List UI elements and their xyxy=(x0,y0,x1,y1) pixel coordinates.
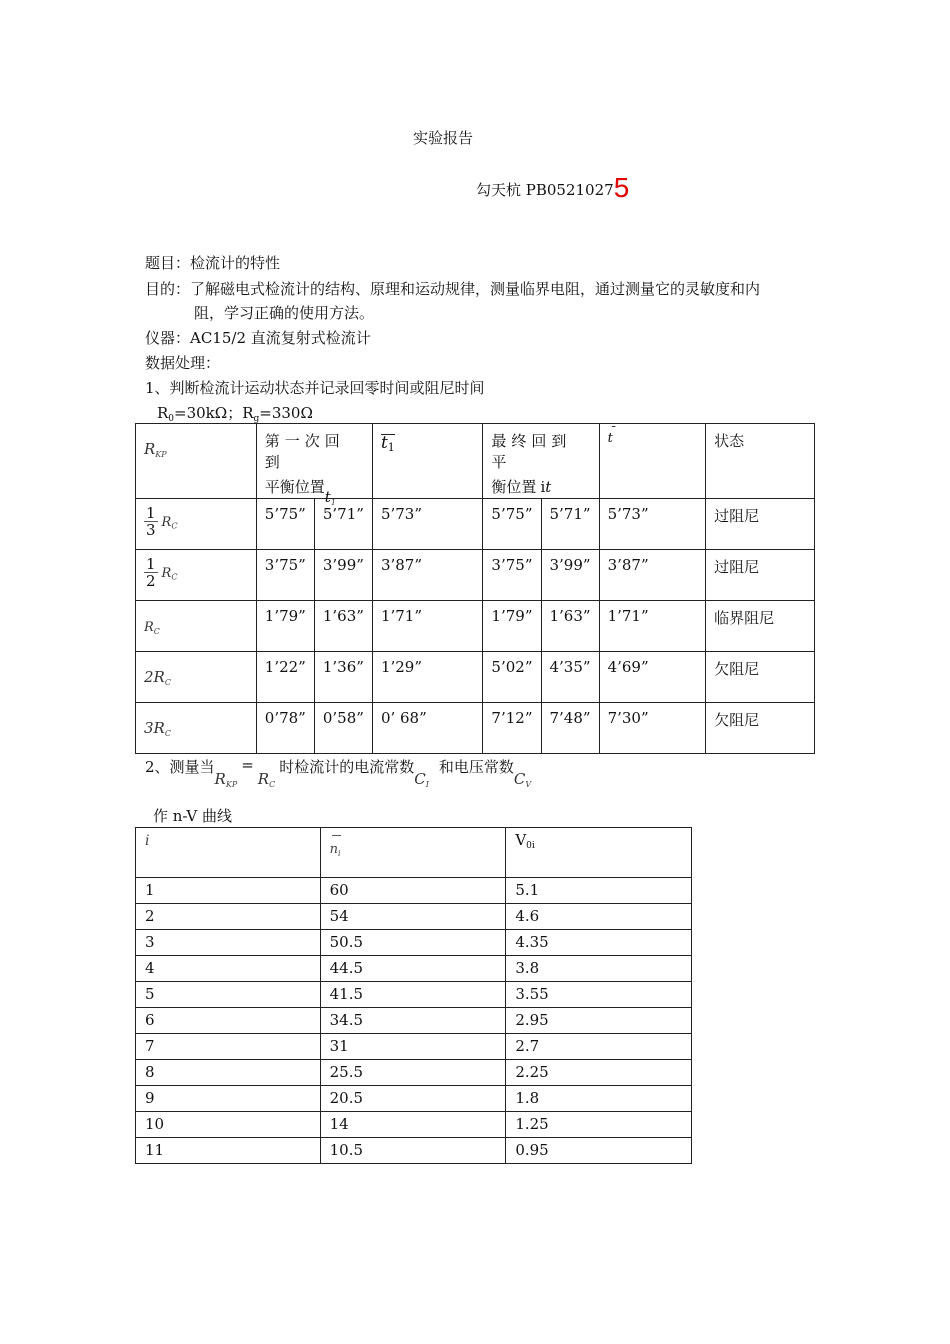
rc-symbol: R xyxy=(161,514,172,530)
cell-n: 31 xyxy=(320,1034,506,1060)
header-t-mean xyxy=(599,424,706,499)
author-line xyxy=(476,172,629,204)
first-return-line-b: 平衡位置 xyxy=(264,478,325,496)
cell-t1-b: 3’99” xyxy=(314,550,372,601)
header-rkp xyxy=(136,424,257,499)
section2-prefix: 2、测量当 xyxy=(145,758,215,776)
t1-symbol: t xyxy=(324,488,331,506)
cell-state: 临界阻尼 xyxy=(706,601,815,652)
rc-symbol: R xyxy=(144,620,154,635)
cell-v: 1.25 xyxy=(506,1112,692,1138)
cell-final-b: 3’99” xyxy=(541,550,599,601)
t-mean-bar: ˉ xyxy=(610,424,617,438)
table-row xyxy=(136,550,815,601)
cell-t1-b: 5’71” xyxy=(314,499,372,550)
rc-symbol: R xyxy=(257,770,270,788)
rg-value: =330Ω xyxy=(259,404,313,422)
cell-n: 34.5 xyxy=(320,1008,506,1034)
row-label xyxy=(136,550,257,601)
rkp-sub: KP xyxy=(155,450,167,459)
cell-n: 14 xyxy=(320,1112,506,1138)
cell-final-mean: 3’87” xyxy=(599,550,706,601)
n-v-table xyxy=(135,827,692,1164)
cell-i: 2 xyxy=(136,904,321,930)
cell-t1-a: 3’75” xyxy=(256,550,314,601)
n-mean-bar xyxy=(332,835,341,836)
rc-symbol: R xyxy=(161,565,172,581)
cell-final-mean: 7’30” xyxy=(599,703,706,754)
final-t-symbol: t xyxy=(545,478,552,496)
cell-final-a: 1’79” xyxy=(483,601,541,652)
cell-v: 0.95 xyxy=(506,1138,692,1164)
n-sub: i xyxy=(338,849,341,858)
cell-i: 10 xyxy=(136,1112,321,1138)
cell-i: 4 xyxy=(136,956,321,982)
current-constant-text: 时检流计的电流常数 xyxy=(279,758,415,776)
cell-final-b: 4’35” xyxy=(541,652,599,703)
v-sub: 0i xyxy=(526,841,535,851)
frac-den: 3 xyxy=(146,521,156,539)
t1-mean-sub: 1 xyxy=(387,441,395,454)
cell-t1-mean: 3’87” xyxy=(372,550,482,601)
report-title: 实验报告 xyxy=(413,129,474,147)
rg-sub: g xyxy=(253,414,260,424)
cell-t1-a: 1’79” xyxy=(256,601,314,652)
cell-v: 3.8 xyxy=(506,956,692,982)
instrument-line: 仪器：AC15/2 直流复射式检流计 xyxy=(145,329,371,347)
purpose-line-2: 阻，学习正确的使用方法。 xyxy=(194,304,375,322)
header-state: 状态 xyxy=(706,424,815,499)
cell-i: 8 xyxy=(136,1060,321,1086)
damping-table xyxy=(135,423,815,754)
cell-t1-b: 0’58” xyxy=(314,703,372,754)
rc-symbol: R xyxy=(153,668,165,686)
header-n xyxy=(320,828,506,878)
cell-n: 20.5 xyxy=(320,1086,506,1112)
cell-t1-mean: 5’73” xyxy=(372,499,482,550)
section2-line xyxy=(145,756,532,789)
cell-v: 5.1 xyxy=(506,878,692,904)
author-id-last-digit: 5 xyxy=(613,172,630,203)
data-heading: 数据处理： xyxy=(145,354,221,372)
r0-symbol: R xyxy=(157,404,169,422)
table-row xyxy=(136,652,815,703)
cell-n: 25.5 xyxy=(320,1060,506,1086)
cell-final-mean: 1’71” xyxy=(599,601,706,652)
cell-final-a: 5’75” xyxy=(483,499,541,550)
table-row xyxy=(136,499,815,550)
cell-i: 6 xyxy=(136,1008,321,1034)
cell-state: 欠阻尼 xyxy=(706,703,815,754)
r0-value: =30kΩ； xyxy=(174,404,243,422)
header-final-return xyxy=(483,424,599,499)
author-name-id: 勾天杭 PB0521027 xyxy=(476,181,614,199)
cell-n: 50.5 xyxy=(320,930,506,956)
ci-sub: I xyxy=(425,780,429,789)
table-row xyxy=(136,1086,692,1112)
cell-n: 54 xyxy=(320,904,506,930)
fraction-one-half xyxy=(144,556,158,589)
rc-multiplier: 2 xyxy=(144,668,154,686)
i-symbol: i xyxy=(145,833,150,849)
table-row xyxy=(136,904,692,930)
cell-t1-a: 0’78” xyxy=(256,703,314,754)
table-header-row xyxy=(136,424,815,499)
cell-n: 60 xyxy=(320,878,506,904)
cell-state: 欠阻尼 xyxy=(706,652,815,703)
section1-heading: 1、判断检流计运动状态并记录回零时间或阻尼时间 xyxy=(145,379,485,397)
cell-final-b: 1’63” xyxy=(541,601,599,652)
fraction-one-third xyxy=(144,505,158,538)
rc-sub: C xyxy=(164,729,171,738)
table-row xyxy=(136,930,692,956)
t1-mean-symbol: t xyxy=(380,433,388,453)
r0-sub: 0 xyxy=(168,414,175,424)
cell-n: 10.5 xyxy=(320,1138,506,1164)
table-row xyxy=(136,1008,692,1034)
row-label xyxy=(136,499,257,550)
table-row xyxy=(136,1034,692,1060)
cell-final-a: 5’02” xyxy=(483,652,541,703)
cell-n: 41.5 xyxy=(320,982,506,1008)
rc-sub: C xyxy=(164,678,171,687)
ci-symbol: C xyxy=(414,770,426,788)
table-row xyxy=(136,1112,692,1138)
cell-i: 9 xyxy=(136,1086,321,1112)
cell-t1-mean: 0’ 68” xyxy=(372,703,482,754)
frac-num: 1 xyxy=(146,555,156,573)
header-first-return xyxy=(256,424,372,507)
table-row xyxy=(136,956,692,982)
rkp-sub: KP xyxy=(225,780,238,789)
cell-final-b: 7’48” xyxy=(541,703,599,754)
cell-final-mean: 4’69” xyxy=(599,652,706,703)
frac-num: 1 xyxy=(146,504,156,522)
final-return-line-a: 最终回到平 xyxy=(491,432,572,471)
n-symbol: n xyxy=(329,842,339,857)
rc-symbol: R xyxy=(153,719,165,737)
first-return-line-a: 第一次回到 xyxy=(264,432,345,471)
rc-sub: C xyxy=(269,780,276,789)
equals-sign: = xyxy=(241,756,254,774)
cell-v: 1.8 xyxy=(506,1086,692,1112)
row-label xyxy=(136,703,257,754)
cell-t1-a: 5’75” xyxy=(256,499,314,550)
cell-v: 3.55 xyxy=(506,982,692,1008)
cell-t1-mean: 1’29” xyxy=(372,652,482,703)
cell-t1-mean: 1’71” xyxy=(372,601,482,652)
cell-v: 2.95 xyxy=(506,1008,692,1034)
t1-sub: 1 xyxy=(330,498,336,507)
t-mean-symbol: t xyxy=(607,431,613,446)
cell-v: 2.7 xyxy=(506,1034,692,1060)
cell-v: 4.6 xyxy=(506,904,692,930)
rc-multiplier: 3 xyxy=(144,719,154,737)
table-row xyxy=(136,601,815,652)
cell-i: 5 xyxy=(136,982,321,1008)
table-row xyxy=(136,703,815,754)
cell-state: 过阻尼 xyxy=(706,550,815,601)
cell-final-a: 7’12” xyxy=(483,703,541,754)
rc-sub: C xyxy=(171,572,178,582)
cell-i: 7 xyxy=(136,1034,321,1060)
cell-final-b: 5’71” xyxy=(541,499,599,550)
final-return-line-b: 衡位置 xyxy=(491,478,537,496)
cell-i: 1 xyxy=(136,878,321,904)
cell-n: 44.5 xyxy=(320,956,506,982)
header-t1-mean xyxy=(372,424,482,499)
cell-v: 4.35 xyxy=(506,930,692,956)
purpose-line-1: 目的：了解磁电式检流计的结构、原理和运动规律，测量临界电阻，通过测量它的灵敏度和内 xyxy=(145,280,761,298)
cv-symbol: C xyxy=(513,770,526,788)
cv-sub: V xyxy=(525,780,532,789)
table-row xyxy=(136,1138,692,1164)
rc-sub: C xyxy=(153,627,160,636)
cell-final-mean: 5’73” xyxy=(599,499,706,550)
final-i-symbol: i xyxy=(540,478,546,496)
v-symbol: V xyxy=(515,831,527,849)
frac-den: 2 xyxy=(146,572,156,590)
row-label xyxy=(136,601,257,652)
rkp-symbol: R xyxy=(214,770,226,788)
cell-t1-b: 1’63” xyxy=(314,601,372,652)
row-label xyxy=(136,652,257,703)
rkp-symbol: R xyxy=(144,440,156,458)
cell-i: 3 xyxy=(136,930,321,956)
table-row xyxy=(136,878,692,904)
cell-i: 11 xyxy=(136,1138,321,1164)
header-v xyxy=(506,828,692,878)
params-line xyxy=(157,402,313,424)
rg-symbol: R xyxy=(242,404,254,422)
curve-line: 作 n-V 曲线 xyxy=(153,807,233,825)
voltage-constant-text: 和电压常数 xyxy=(438,758,514,776)
rc-sub: C xyxy=(171,521,178,531)
cell-final-a: 3’75” xyxy=(483,550,541,601)
cell-t1-a: 1’22” xyxy=(256,652,314,703)
cell-state: 过阻尼 xyxy=(706,499,815,550)
header-i xyxy=(136,828,321,878)
topic-line: 题目：检流计的特性 xyxy=(145,254,281,272)
table-row xyxy=(136,982,692,1008)
cell-t1-b: 1’36” xyxy=(314,652,372,703)
table-row xyxy=(136,1060,692,1086)
cell-v: 2.25 xyxy=(506,1060,692,1086)
table-header-row xyxy=(136,828,692,878)
